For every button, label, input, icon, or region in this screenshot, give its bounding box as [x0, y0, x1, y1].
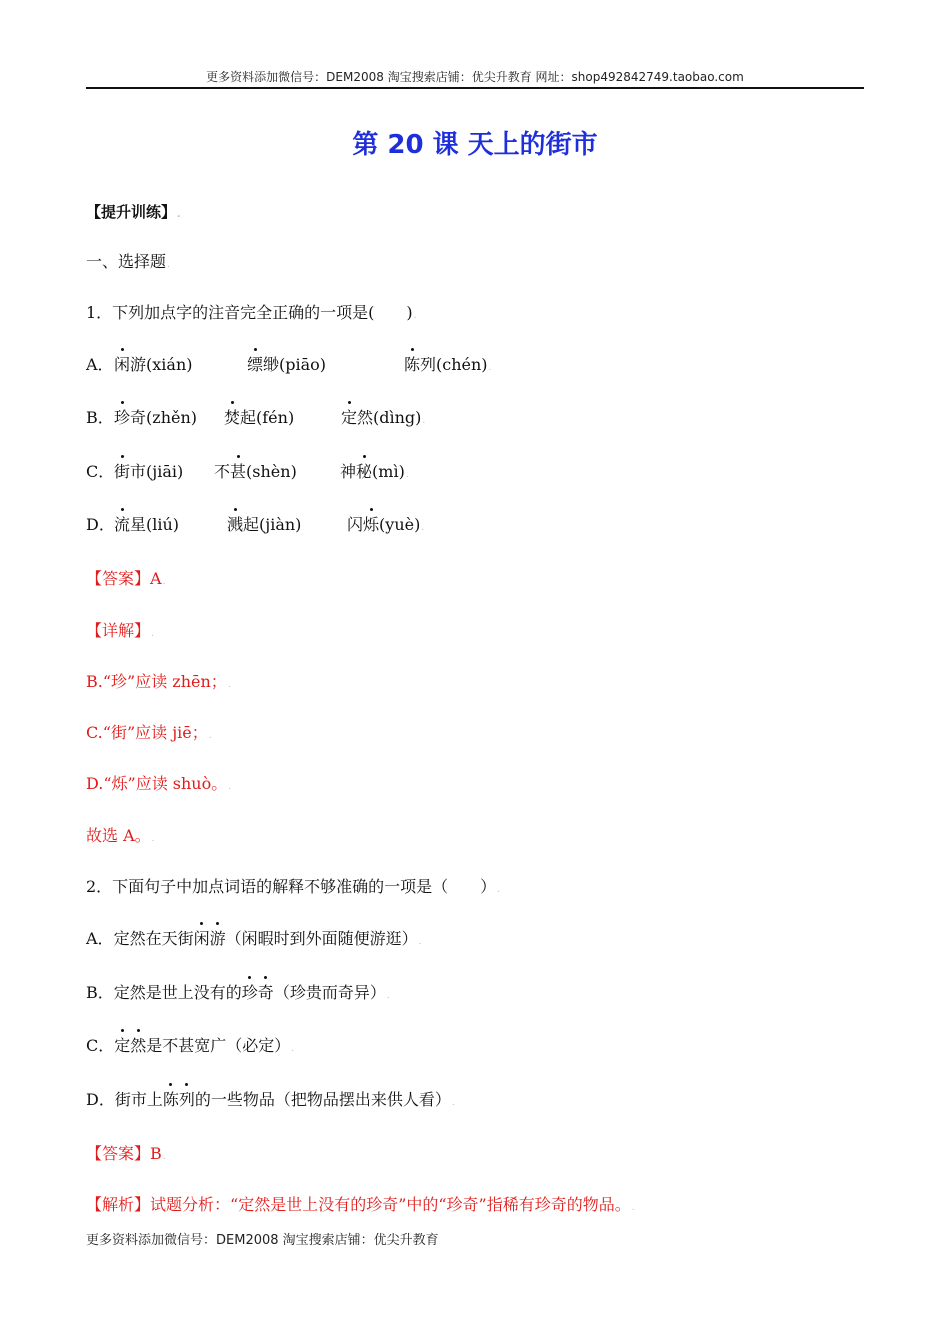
question-1-stem: 1．下列加点字的注音完全正确的一项是( ).	[86, 303, 417, 322]
option-label: A．	[86, 355, 114, 374]
pinyin-item: 溅起(jiàn)	[227, 515, 302, 534]
pinyin-item: 缥缈(piāo)	[247, 355, 327, 374]
page-title: 第 20 课 天上的街市	[352, 130, 598, 160]
pinyin-item: 神秘(mì).	[340, 462, 409, 481]
q2-analysis: 【解析】试题分析：“定然是世上没有的珍奇”中的“珍奇”指稀有珍奇的物品。.	[86, 1195, 635, 1214]
q1-option-b	[86, 407, 786, 431]
dotted-char: 珍	[241, 983, 258, 1002]
q2-answer: 【答案】B.	[86, 1144, 166, 1163]
question-2-stem: 2．下面句子中加点词语的解释不够准确的一项是（ ）.	[86, 877, 501, 896]
dotted-char: 陈	[404, 355, 421, 374]
q1-answer: 【答案】A.	[86, 569, 166, 588]
dotted-char: 珍	[114, 408, 131, 427]
dotted-char: 街	[114, 462, 131, 481]
part-heading: 一、选择题.	[86, 252, 170, 271]
option-label: D．	[86, 515, 115, 534]
pinyin-item: 焚起(fén)	[224, 408, 295, 427]
dotted-char: 烁	[363, 515, 380, 534]
header-divider	[86, 87, 864, 89]
dotted-char: 奇	[257, 983, 274, 1002]
dotted-char: 溅	[227, 515, 244, 534]
q1-option-c	[86, 461, 786, 485]
dotted-char: 定	[114, 1036, 131, 1055]
page-header: 更多资料添加微信号：DEM2008 淘宝搜索店铺：优尖升教育 网址：shop492842749.taobao.com	[206, 70, 744, 84]
pinyin-item: 流星(liú)	[114, 515, 180, 534]
q2-option-a: A．定然在天街闲游（闲暇时到外面随便游逛）.	[86, 929, 422, 948]
q1-option-d	[86, 514, 786, 538]
q1-detail-b: B.“珍”应读 zhēn；.	[86, 672, 231, 691]
dotted-char: 定	[341, 408, 358, 427]
pinyin-item: 定然(dìng).	[341, 408, 426, 427]
dotted-char: 陈	[162, 1090, 179, 1109]
q2-option-b: B．定然是世上没有的珍奇（珍贵而奇异）.	[86, 983, 390, 1002]
dotted-char: 流	[114, 515, 131, 534]
section-title: 【提升训练】.	[86, 203, 181, 221]
dotted-char: 然	[130, 1036, 147, 1055]
page-footer: 更多资料添加微信号：DEM2008 淘宝搜索店铺：优尖升教育	[86, 1233, 439, 1248]
q1-detail-d: D.“烁”应读 shuò。.	[86, 774, 232, 793]
q2-option-c: C．定然是不甚宽广（必定）.	[86, 1036, 295, 1055]
dotted-char: 甚	[230, 462, 247, 481]
option-label: B．	[86, 408, 114, 427]
pinyin-item: 闪烁(yuè).	[347, 515, 425, 534]
q1-detail-c: C.“街”应读 jiē；.	[86, 723, 212, 742]
pinyin-item: 陈列(chén).	[404, 355, 492, 374]
pinyin-item: 珍奇(zhěn)	[114, 408, 198, 427]
dotted-char: 焚	[224, 408, 241, 427]
dotted-char: 缥	[247, 355, 264, 374]
pinyin-item: 不甚(shèn)	[214, 462, 297, 481]
q1-option-a	[86, 354, 786, 378]
option-label: C．	[86, 462, 115, 481]
dotted-char: 秘	[356, 462, 373, 481]
pinyin-item: 闲游(xián)	[114, 355, 193, 374]
q2-option-d: D．街市上陈列的一些物品（把物品摆出来供人看）.	[86, 1090, 455, 1109]
pinyin-item: 街市(jiāi)	[114, 462, 184, 481]
dotted-char: 列	[178, 1090, 195, 1109]
q1-detail-heading: 【详解】.	[86, 621, 154, 640]
dotted-char: 闲	[114, 355, 131, 374]
dotted-char: 游	[209, 929, 226, 948]
dotted-char: 闲	[193, 929, 210, 948]
q1-conclusion: 故选 A。.	[86, 826, 155, 845]
